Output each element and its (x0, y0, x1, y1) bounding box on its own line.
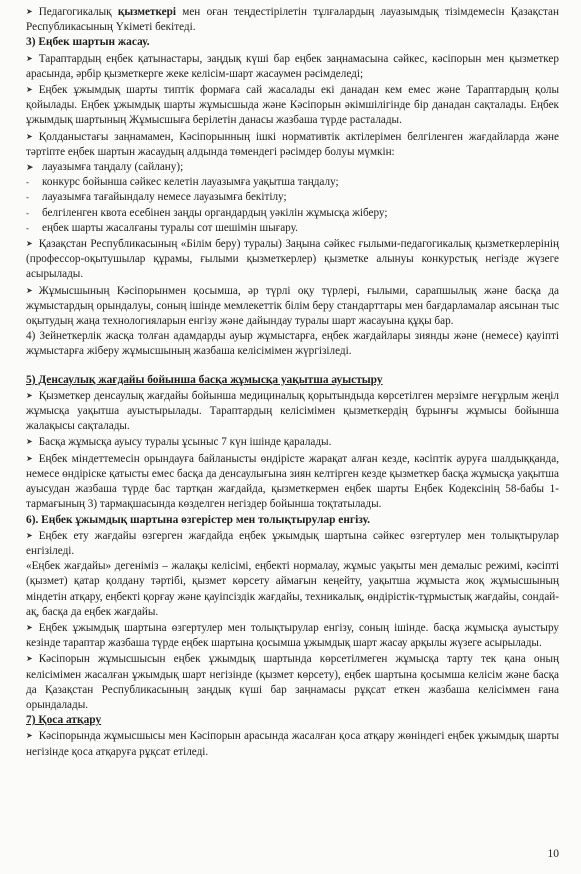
section-6-paragraph-2: «Еңбек жағдайы» дегеніміз – жалақы келісімі, еңбекті нормалау, жұмыс уақыты мен демалыс режимі, кәсіпті (қызмет) қатар қолдану тәртібі, қызмет көрсету аймағын кеңейту, уақытша жұмыста жоқ жұмысшының міндетін атқару, еңбекті қорғау және қауіпсіздік жағдайы, техникалық, өндірістік-тұрмыстық жағдайы, сондай-ақ, басқа да еңбек жағдайы. (26, 560, 559, 618)
section-4-paragraph: 4) Зейнеткерлік жасқа толған адамдарды ауыр жұмыстарға, еңбек жағдайлары зиянды және (немесе) қауіпті жұмыстарға жіберу жұмысшының жазбаша келісімімен жүргізіледі. (26, 330, 559, 358)
section-5-paragraph-2: ➤ Басқа жұмысқа ауысу туралы ұсыныс 7 күн ішінде қаралады. (26, 436, 332, 449)
section-3-paragraph-5: ➤ Жұмысшының Кәсіпорынмен қосымша, әр түрлі оқу түрлері, ғылыми, сарапшылық және басқа да жұмыстардың орындалуы, соның ішінде мемлекеттік білім беру стандарттары мен бағдарламалар аясынан тыс оқытудың жаңа технологияларын енгізу және дайындау туралы шарт жасауына құқы бар. (26, 284, 559, 328)
small-arrow-bullet-icon: ➤ (26, 731, 33, 741)
section-5-paragraph-3: ➤ Еңбек міндеттемесін орындауға байланысты өндірісте жарақат алған кезде, кәсіптік ауруға шалдыққанда, немесе өндіріске қатысты емес басқа да денсаулығына зиян келтірген кезде қызметкер басқа жұмысқа уақытша ауысудан жазбаша түрде бас тартқан жағдайда, қызметкермен еңбек шарты Еңбек Кодексінің 58-бабы 1-тармағының 3) тармақшасында көзделген негіздер бойынша тоқтатылады. (26, 452, 559, 511)
small-arrow-bullet-icon: ➤ (26, 162, 34, 173)
section-3-paragraph-1: ➤ Тараптардың еңбек қатынастары, заңдық күші бар еңбек заңнамасына сәйкес, кәсіпорын мен қызметкер арасында, әрбір қызметкерге жеке келісім-шарт жасаумен рәсімделеді; (26, 52, 559, 80)
small-arrow-bullet-icon: ➤ (26, 622, 33, 632)
section-5-title: 5) Денсаулық жағдайы бойынша басқа жұмысқа уақытша ауыстыру (26, 373, 383, 386)
page-number: 10 (547, 848, 559, 860)
dash-bullet-icon: - (26, 222, 29, 233)
section-3-title: 3) Еңбек шартын жасау. (26, 36, 150, 49)
section-5-paragraph-1: ➤ Қызметкер денсаулық жағдайы бойынша медициналық қорытындыда көрсетілген мерзімге неғұрлым жеңіл жұмысқа уақытша ауыстырылады. Тараптардың келісімімен қызметкердің бұрынғы жұмысы бойынша жалақысы сақталады. (26, 389, 559, 433)
small-arrow-bullet-icon: ➤ (26, 239, 33, 249)
section-3-paragraph-2: ➤ Еңбек ұжымдық шарты типтік формаға сай жасалады екі данадан кем емес және Тараптардың қолы қойылады. Еңбек ұжымдық шарты жұмысшыда және Кәсіпорын әкімшілігінде бір данадан сақталады. Еңбек ұжымдық шартының Жұмысшыға берілетін данасы жазбаша түрде расталады. (26, 84, 559, 127)
small-arrow-bullet-icon: ➤ (26, 7, 33, 16)
section-6-paragraph-4: ➤ Кәсіпорын жұмысшысын еңбек ұжымдық шартында көрсетілмеген жұмысқа тарту тек қана оның келісімімен жасалған ұжымдық шарт негізінде (қызмет көрсету), еңбек шартына қосымша келісім және басқа да Қазақстан Республикасының заңдық күші бар заңнамасы рұқсат еткен жазбаша келісіммен ғана орындалады. (26, 653, 559, 711)
intro-paragraph: ➤ Педагогикалық қызметкері мен оған теңдестірілетін тұлғалардың лауазымдық тізімдемесін Қазақстан Республикасының Үкіметі бекітеді. (26, 6, 559, 34)
section-3-paragraph-4: ➤ Қазақстан Республикасының «Білім беру) туралы) Заңына сәйкес ғылыми-педагогикалық қызметкерлерінің (профессор-оқытушылар құрамы, ғылыми қызметкерлер) қызметке алынуы конкурстық негізде жүзеге асырылады. (26, 238, 559, 281)
dash-bullet-icon: - (26, 192, 29, 203)
list-item: - еңбек шарты жасалғаны туралы сот шешімін шығару. (26, 221, 559, 236)
section-6-title: 6). Еңбек ұжымдық шартына өзгерістер мен толықтырулар енгізу. (26, 513, 370, 526)
small-arrow-bullet-icon: ➤ (26, 85, 33, 95)
small-arrow-bullet-icon: ➤ (26, 53, 33, 63)
dash-bullet-icon: - (26, 207, 29, 218)
section-6-paragraph-3: ➤ Еңбек ұжымдық шартына өзгертулер мен толықтырулар енгізу, соның ішінде. басқа жұмысқа ауыстыру кезінде тараптар жазбаша түрде еңбек шартына қосымша ұжымдық шарт жасау арқылы жүзеге асырылады. (26, 621, 559, 650)
procedure-list (26, 160, 559, 236)
list-item: ➤ лауазымға таңдалу (сайлану); (26, 160, 559, 175)
list-item: - белгіленген квота есебінен заңды органдардың уәкілін жұмысқа жіберу; (26, 206, 559, 221)
section-3-paragraph-3: ➤ Қолданыстағы заңнамамен, Кәсіпорынның ішкі нормативтік актілерімен белгіленген жағдайларда және тәртіпте еңбек шартын жасаудың алдында төмендегі рәсімдер болуы мүмкін: (26, 130, 559, 158)
small-arrow-bullet-icon: ➤ (26, 453, 33, 463)
section-7-title: 7) Қоса атқару (26, 714, 102, 727)
small-arrow-bullet-icon: ➤ (26, 437, 33, 447)
dash-bullet-icon: - (26, 177, 29, 188)
small-arrow-bullet-icon: ➤ (26, 131, 33, 141)
small-arrow-bullet-icon: ➤ (26, 654, 33, 664)
small-arrow-bullet-icon: ➤ (26, 530, 33, 540)
small-arrow-bullet-icon: ➤ (26, 390, 33, 400)
section-6-paragraph-1: ➤ Еңбек ету жағдайы өзгерген жағдайда еңбек ұжымдық шартына сәйкес өзгертулер мен толықтырулар енгізіледі. (26, 529, 559, 557)
list-item: - лауазымға тағайындалу немесе лауазымға бекітілу; (26, 190, 559, 205)
small-arrow-bullet-icon: ➤ (26, 285, 33, 295)
section-7-paragraph-1: ➤ Кәсіпорында жұмысшысы мен Кәсіпорын арасында жасалған қоса атқару жөніндегі еңбек ұжымдық шарты негізінде қоса атқаруға рұқсат етіледі. (26, 730, 559, 758)
list-item: - конкурс бойынша сәйкес келетін лауазымға уақытша таңдалу; (26, 175, 559, 190)
